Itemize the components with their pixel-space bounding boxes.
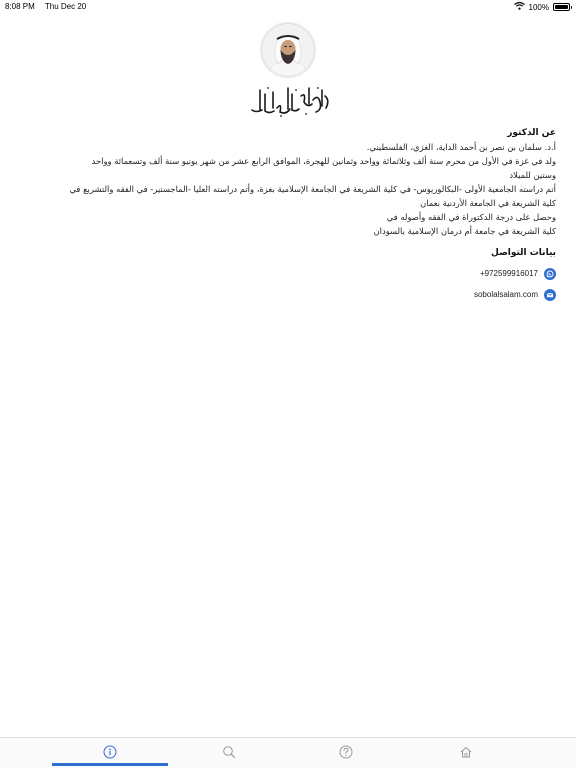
bio-line: كلية الشريعة في جامعة أم درمان الإسلامية بالسودان xyxy=(373,226,556,236)
battery-icon xyxy=(553,3,570,11)
bio-line: ولد في غزة في الأول من محرم سنة ألف وثلاثمائة وواحد وثمانين للهجرة، الموافق الرابع عشر من شهر يونيو سنة ألف وتسعمائة وواحد xyxy=(91,156,556,166)
about-section xyxy=(16,126,556,302)
tab-home[interactable] xyxy=(459,745,473,759)
active-tab-indicator xyxy=(52,763,168,766)
contact-email-row[interactable] xyxy=(16,288,556,302)
tab-search[interactable] xyxy=(222,745,236,759)
tab-help[interactable] xyxy=(339,745,353,759)
about-bio xyxy=(16,140,556,238)
search-icon xyxy=(222,745,236,759)
wifi-icon xyxy=(514,2,525,12)
contact-phone-row[interactable] xyxy=(16,267,556,281)
home-icon xyxy=(459,745,473,759)
tab-info[interactable] xyxy=(103,745,117,759)
profile-avatar xyxy=(262,24,314,76)
status-left xyxy=(5,2,94,11)
bio-line: أ.د. سلمان بن نصر بن أحمد الداية، الغزي، الفلسطيني. xyxy=(366,142,556,152)
contact-email[interactable]: sobolalsalam.com xyxy=(473,290,538,299)
tab-bar xyxy=(0,737,576,768)
battery-fill xyxy=(555,5,568,9)
status-time: 8:08 PM xyxy=(5,2,35,11)
status-bar xyxy=(0,0,576,14)
bio-line: وحصل على درجة الدكتوراة في الفقه وأصوله في xyxy=(386,212,556,222)
bio-line: كلية الشريعة في الجامعة الأردنية بعمان xyxy=(420,198,556,208)
status-right xyxy=(514,2,570,12)
battery-percent: 100% xyxy=(528,2,549,12)
mail-icon[interactable] xyxy=(544,289,556,301)
contact-title: بيانات التواصل xyxy=(491,248,556,258)
contact-phone[interactable]: +972599916017 xyxy=(479,269,538,278)
status-date: Thu Dec 20 xyxy=(44,2,87,11)
info-icon xyxy=(103,745,117,759)
help-icon xyxy=(339,745,353,759)
calligraphy-logo xyxy=(246,82,332,118)
whatsapp-icon[interactable] xyxy=(544,268,556,280)
bio-line: وستين للميلاد xyxy=(509,170,556,180)
about-title: عن الدكتور xyxy=(507,128,556,138)
bio-line: أتم دراسته الجامعية الأولى -البكالوريوس- في كلية الشريعة في الجامعة الإسلامية بغزة، وأتم دراسته العليا -الماجستير- في الفقه والتشريع في xyxy=(69,184,556,194)
